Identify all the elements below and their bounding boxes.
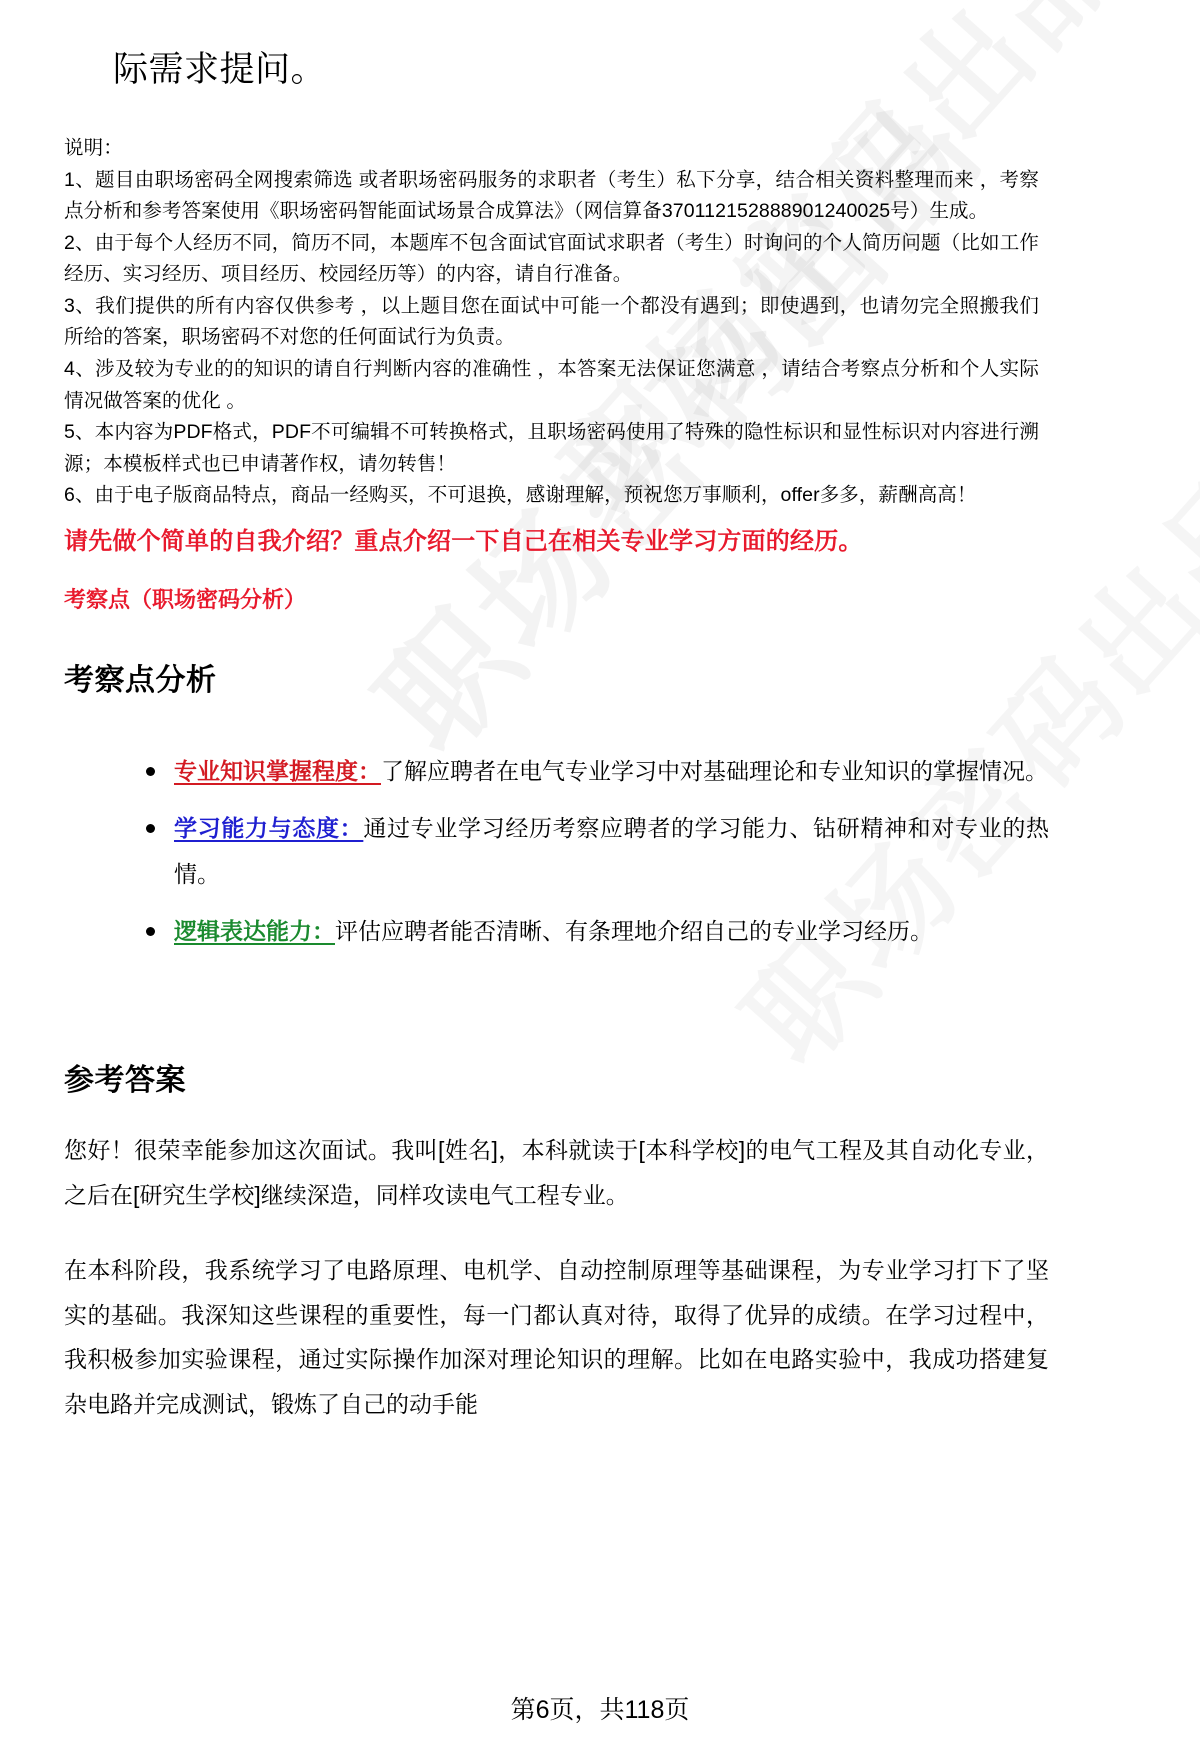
analysis-point-label: 专业知识掌握程度： xyxy=(174,758,381,784)
analysis-point-text: 评估应聘者能否清晰、有条理地介绍自己的专业学习经历。 xyxy=(335,918,933,944)
notes-title: 说明： xyxy=(64,137,123,159)
answer-section-title: 参考答案 xyxy=(64,1064,186,1097)
answer-paragraph: 您好！很荣幸能参加这次面试。我叫[姓名]，本科就读于[本科学校]的电气工程及其自动化专业，之后在[研究生学校]继续深造，同样攻读电气工程专业。 xyxy=(64,1137,1049,1208)
analysis-point-label: 学习能力与态度： xyxy=(174,815,364,841)
notes-block xyxy=(64,133,1039,512)
note-item: 6、由于电子版商品特点，商品一经购买，不可退换，感谢理解，预祝您万事顺利，offer多多，薪酬高高！ xyxy=(64,484,977,507)
note-item: 5、本内容为PDF格式，PDF不可编辑不可转换格式，且职场密码使用了特殊的隐性标识和显性标识对内容进行溯源；本模板样式也已申请著作权，请勿转售！ xyxy=(64,421,1039,475)
assessment-point-label: 考察点（职场密码分析） xyxy=(64,587,307,612)
list-item xyxy=(174,805,1049,897)
analysis-point-label: 逻辑表达能力： xyxy=(174,918,335,944)
note-item: 4、涉及较为专业的的知识的请自行判断内容的准确性 ，本答案无法保证您满意 ，请结合考察点分析和个人实际情况做答案的优化 。 xyxy=(64,358,1039,412)
note-item: 1、题目由职场密码全网搜索筛选 或者职场密码服务的求职者（考生）私下分享，结合相关资料整理而来 ，考察点分析和参考答案使用《职场密码智能面试场景合成算法》（网信算备370112152888901240025号）生成。 xyxy=(64,168,1039,223)
analysis-point-text: 了解应聘者在电气专业学习中对基础理论和专业知识的掌握情况。 xyxy=(381,758,1048,784)
page-footer: 第6页，共118页 xyxy=(510,1696,690,1724)
answer-body xyxy=(64,1128,1049,1457)
interview-question-heading: 请先做个简单的自我介绍？重点介绍一下自己在相关专业学习方面的经历。 xyxy=(64,528,863,555)
answer-paragraph: 在本科阶段，我系统学习了电路原理、电机学、自动控制原理等基础课程，为专业学习打下了坚实的基础。我深知这些课程的重要性，每一门都认真对待，取得了优异的成绩。在学习过程中，我积极参加实验课程，通过实际操作加深对理论知识的理解。比如在电路实验中，我成功搭建复杂电路并完成测试，锻炼了自己的动手能 xyxy=(64,1256,1049,1418)
note-item: 2、由于每个人经历不同，简历不同，本题库不包含面试官面试求职者（考生）时询问的个人简历问题（比如工作经历、实习经历、项目经历、校园经历等）的内容，请自行准备。 xyxy=(64,231,1039,286)
analysis-section-title: 考察点分析 xyxy=(64,664,217,697)
note-item: 3、我们提供的所有内容仅供参考 ，以上题目您在面试中可能一个都没有遇到；即使遇到，也请勿完全照搬我们所给的答案，职场密码不对您的任何面试行为负责。 xyxy=(64,294,1039,349)
analysis-bullet-list xyxy=(64,748,1049,965)
continuation-heading: 际需求提问。 xyxy=(113,50,327,89)
list-item xyxy=(174,908,1049,954)
analysis-point-text: 通过专业学习经历考察应聘者的学习能力、钻研精神和对专业的热情。 xyxy=(174,815,1050,887)
list-item xyxy=(174,748,1049,794)
